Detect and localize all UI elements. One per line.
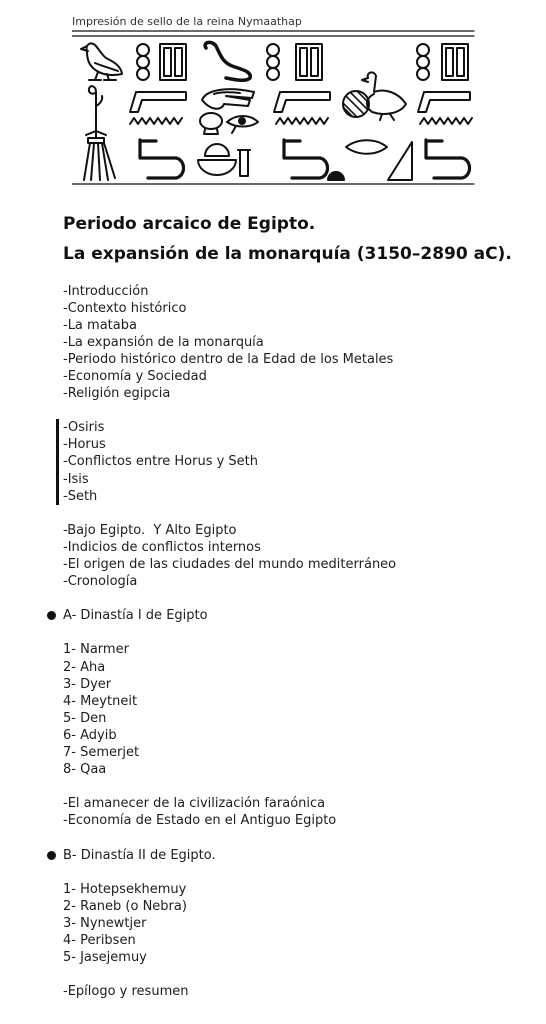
king-item: 2- Raneb (o Nebra) [63,898,187,914]
twisted-flax-glyph-icon [417,44,429,80]
title-line-2: La expansión de la monarquía (3150–2890 aC). [63,244,512,264]
king-item: 1- Narmer [63,642,129,658]
king-item: 1- Hotepsekhemuy [63,881,187,897]
seal-caption: Impresión de sello de la reina Nymaathap [72,15,302,28]
twisted-flax-glyph-icon [267,44,279,80]
toc-item: -Introducción [63,283,149,299]
seal-impression-image [72,28,476,188]
toc-item: -Religión egipcia [63,386,171,402]
toc-item: -La mataba [63,317,137,333]
king-item: 4- Peribsen [63,933,136,949]
toc-subitem: -Conflictos entre Horus y Seth [63,454,259,470]
dynasty-1-heading [63,607,396,624]
toc-item: -Contexto histórico [63,300,187,316]
bullet-icon [47,611,56,620]
toc-item: -Bajo Egipto. Y Alto Egipto [63,522,237,538]
toc-item: -Cronología [63,574,138,590]
water-glyph-icon [130,118,182,124]
eye-glyph-icon [227,116,258,133]
triangle-glyph-icon [388,142,412,180]
twisted-flax-glyph-icon [137,44,149,80]
toc-item: -Economía de Estado en el Antiguo Egipto [63,813,337,829]
religion-sublist [56,419,396,504]
king-item: 6- Adyib [63,727,117,743]
forearm-glyph-icon [274,92,330,112]
king-item: 5- Jasejemuy [63,950,147,966]
reed-bundle-glyph-icon [84,128,115,180]
dynasty-1-kings-list [63,641,396,778]
king-item: 8- Qaa [63,762,107,778]
king-item: 3- Dyer [63,676,112,692]
rope-loop-glyph-icon [200,113,222,134]
title-line-1: Periodo arcaico de Egipto. [63,214,316,234]
bolt-glyph-icon [284,140,328,178]
intro-list [63,283,396,403]
toc-subitem: -Osiris [63,420,105,436]
reed-stem-glyph-icon [89,86,102,128]
bolt-glyph-icon [140,140,184,178]
toc-subitem: -Seth [63,488,98,504]
vulture-glyph-icon [81,43,122,80]
column-glyph-icon [238,150,250,176]
water-glyph-icon [420,118,472,124]
dynasty-2-kings-list [63,881,396,966]
context-list [63,522,396,590]
dynasty-2-heading [63,847,396,864]
hatched-circle-glyph-icon [338,86,374,122]
toc-item: -El amanecer de la civilización faraónica [63,796,326,812]
toc-item: -Economía y Sociedad [63,368,207,384]
toc-item: -Epílogo y resumen [63,984,189,1000]
toc-subitem: -Isis [63,471,89,487]
forearm-glyph-icon [418,92,470,112]
epilogue [63,983,396,1000]
toc-item: -Indicios de conflictos internos [63,539,261,555]
king-item: 5- Den [63,710,107,726]
dynasty-1-heading-text: A- Dinastía I de Egipto [63,608,208,624]
goose-glyph-icon [362,72,406,120]
king-item: 3- Nynewtjer [63,915,147,931]
forearm-glyph-icon [130,92,186,112]
article-title [63,209,512,269]
dynasty-1-topics-list [63,795,396,829]
toc-item: -La expansión de la monarquía [63,334,264,350]
king-item: 4- Meytneit [63,693,138,709]
water-glyph-icon [276,118,328,124]
snake-glyph-icon [205,42,250,80]
shrine-box-glyph-icon [160,44,186,80]
king-item: 2- Aha [63,659,106,675]
bolt-glyph-icon [426,140,470,178]
table-of-contents [63,283,396,1001]
bullet-icon [47,851,56,860]
toc-subitem: -Horus [63,437,106,453]
toc-item: -Periodo histórico dentro de la Edad de los Metales [63,351,394,367]
shrine-box-glyph-icon [442,44,468,80]
bowl-glyph-icon [198,144,236,175]
king-item: 7- Semerjet [63,745,140,761]
hand-glyph-icon [202,89,254,109]
mouth-glyph-icon [346,140,387,154]
dynasty-2-heading-text: B- Dinastía II de Egipto. [63,847,216,863]
shrine-box-glyph-icon [296,44,322,80]
loaf-glyph-icon [328,172,344,180]
toc-item: -El origen de las ciudades del mundo mediterráneo [63,557,397,572]
